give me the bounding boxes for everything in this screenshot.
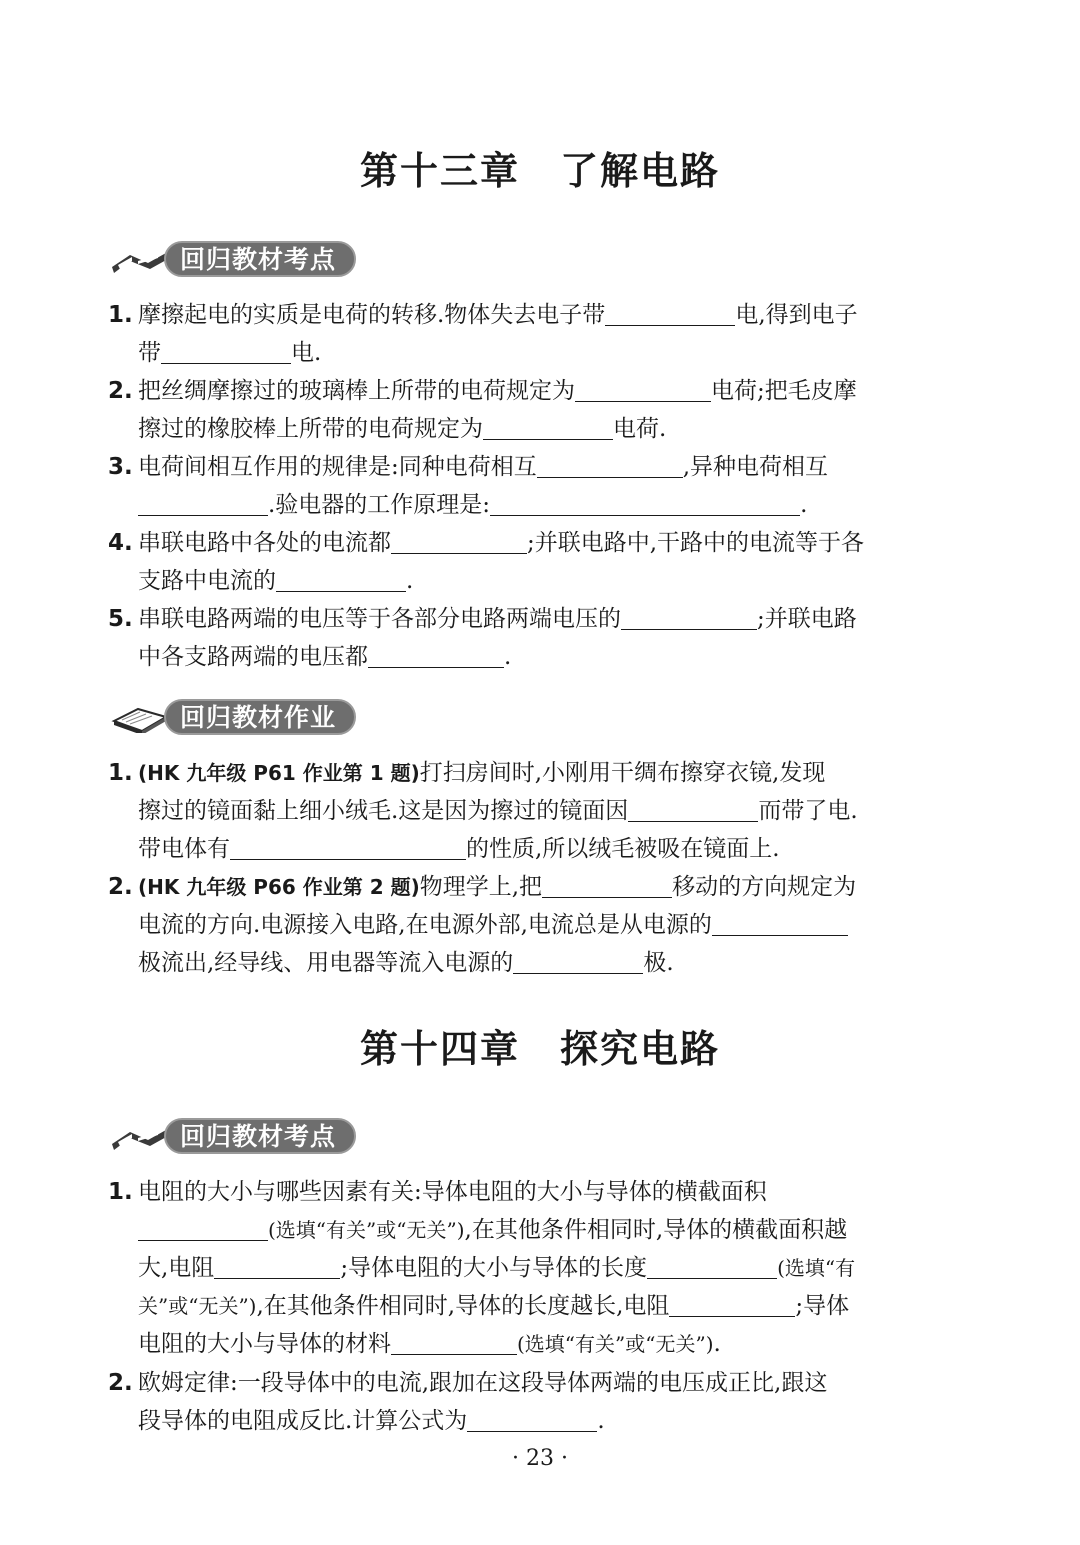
answer-blank[interactable] <box>513 945 643 974</box>
section-label: 回归教材考点 <box>180 1122 337 1151</box>
answer-blank[interactable] <box>647 1250 777 1279</box>
answer-blank[interactable] <box>368 639 504 668</box>
section-label: 回归教材作业 <box>180 703 337 732</box>
question-item: 4. 串联电路中各处的电流都 ;并联电路中,干路中的电流等于各 支路中电流的 . <box>108 524 972 600</box>
answer-blank[interactable] <box>712 907 848 936</box>
homework-item: 1. (HK 九年级 P61 作业第 1 题)打扫房间时,小刚用干绸布擦穿衣镜,发现 擦过的镜面黏上细小绒毛.这是因为擦过的镜面因 而带了电. 带电体有 的性质,所以绒毛被吸在镜面上. <box>108 760 858 862</box>
book-icon <box>108 703 172 733</box>
answer-blank[interactable] <box>138 1212 268 1241</box>
question-item: 5. 串联电路两端的电压等于各部分电路两端电压的 ;并联电路 中各支路两端的电压都 . <box>108 600 972 676</box>
answer-blank[interactable] <box>669 1288 795 1317</box>
answer-blank[interactable] <box>542 869 672 898</box>
open-book-icon <box>108 245 172 275</box>
chapter-14-name: 探究电路 <box>560 1027 721 1071</box>
source-reference: (HK 九年级 P61 作业第 1 题) <box>138 761 420 785</box>
chapter-13-name: 了解电路 <box>560 149 721 193</box>
answer-blank[interactable] <box>214 1250 340 1279</box>
page-number: · 23 · <box>512 1446 568 1471</box>
question-item: 3. 电荷间相互作用的规律是:同种电荷相互 ,异种电荷相互 .验电器的工作原理是: . <box>108 448 972 524</box>
answer-blank[interactable] <box>161 335 291 364</box>
chapter-13-number: 第十三章 <box>359 149 520 193</box>
answer-blank[interactable] <box>138 487 268 516</box>
answer-blank[interactable] <box>605 297 735 326</box>
section-label-pill <box>164 1118 356 1154</box>
answer-blank[interactable] <box>490 487 800 516</box>
chapter-14-title <box>0 1018 1080 1073</box>
answer-blank[interactable] <box>621 601 757 630</box>
question-item: 2. 欧姆定律:一段导体中的电流,跟加在这段导体两端的电压成正比,跟这 段导体的电阻成反比.计算公式为 . <box>108 1370 828 1434</box>
chapter-13-title <box>0 140 1080 195</box>
open-book-icon <box>108 1122 172 1152</box>
section-label-pill <box>164 241 356 277</box>
question-item: 1. 摩擦起电的实质是电荷的转移.物体失去电子带 电,得到电子 带 电. <box>108 296 972 372</box>
source-reference: (HK 九年级 P66 作业第 2 题) <box>138 875 420 899</box>
section-header-key-points <box>108 239 360 279</box>
answer-blank[interactable] <box>483 411 613 440</box>
homework-item: 2. (HK 九年级 P66 作业第 2 题)物理学上,把 移动的方向规定为 电流的方向.电源接入电路,在电源外部,电流总是从电源的 极流出,经导线、用电器等流入电源的 极. <box>108 868 972 982</box>
section-label: 回归教材考点 <box>180 245 337 274</box>
section-label-pill <box>164 699 356 735</box>
question-item: 2. 把丝绸摩擦过的玻璃棒上所带的电荷规定为 电荷;把毛皮摩 擦过的橡胶棒上所带的电荷规定为 电荷. <box>108 372 972 448</box>
answer-blank[interactable] <box>628 793 758 822</box>
section-header-homework <box>108 697 360 737</box>
answer-blank[interactable] <box>276 563 406 592</box>
answer-blank[interactable] <box>391 1326 517 1355</box>
answer-blank[interactable] <box>537 449 683 478</box>
answer-blank[interactable] <box>230 831 466 860</box>
answer-blank[interactable] <box>575 373 711 402</box>
question-item: 1. 电阻的大小与哪些因素有关:导体电阻的大小与导体的横截面积 (选填“有关”或“无关”),在其他条件相同时,导体的横截面积越 大,电阻 ;导体电阻的大小与导体的长度 (选填“有 关”或“无关”),在其他条件相同时,导体的长度越长,电阻 ;导体 电阻的大小与导体的材料 (选填“有关”或“无关”). <box>108 1179 856 1357</box>
answer-blank[interactable] <box>391 525 527 554</box>
chapter-14-number: 第十四章 <box>359 1027 520 1071</box>
answer-blank[interactable] <box>467 1403 597 1432</box>
section-header-key-points <box>108 1116 360 1156</box>
